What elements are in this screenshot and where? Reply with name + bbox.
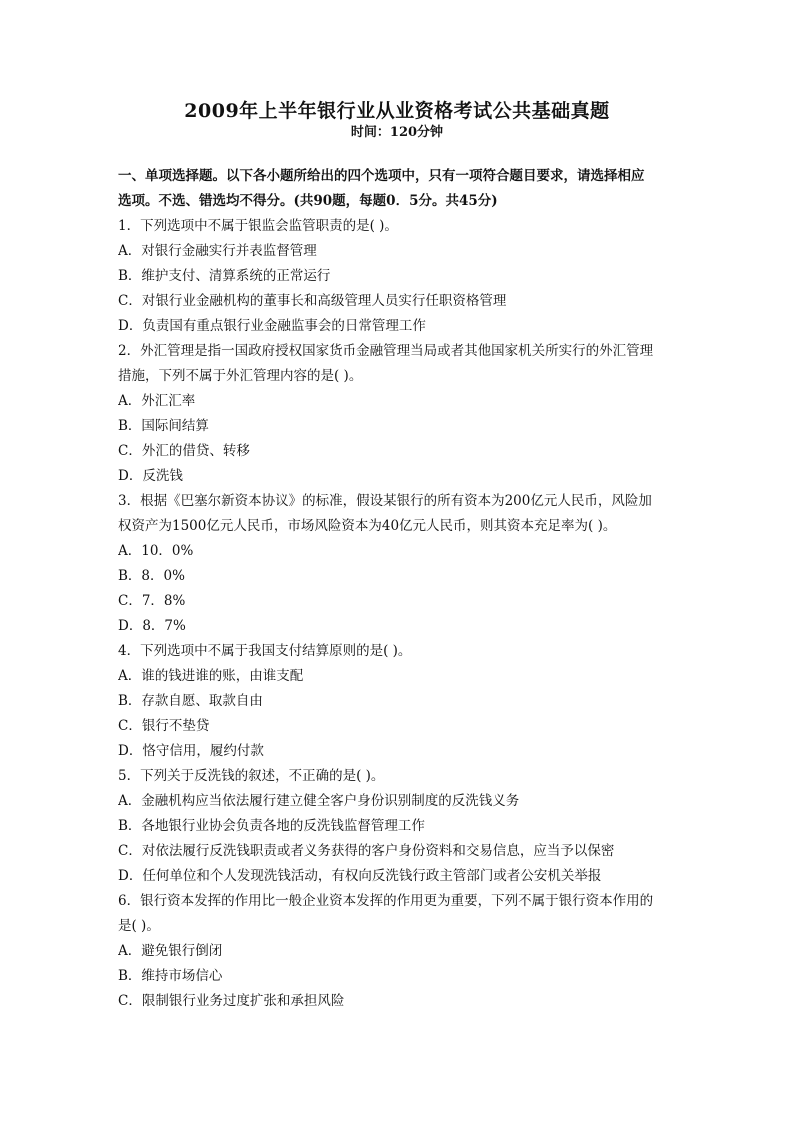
section-heading-line: 选项。不选、错选均不得分。(共90题，每题0．5分。共45分) — [118, 193, 498, 209]
option-d: D．反洗钱 — [118, 468, 183, 484]
option-c: C．对依法履行反洗钱职责或者义务获得的客户身份资料和交易信息，应当予以保密 — [118, 843, 615, 859]
question-text: 是( )。 — [118, 918, 160, 934]
question-text: 权资产为1500亿元人民币，市场风险资本为40亿元人民币，则其资本充足率为( )。 — [118, 518, 617, 534]
exam-duration: 时间：120分钟 — [350, 125, 444, 140]
option-b: B．8．0% — [118, 568, 185, 584]
option-b: B．国际间结算 — [118, 418, 209, 434]
question-text: 5．下列关于反洗钱的叙述，不正确的是( )。 — [118, 768, 385, 784]
option-a: A．谁的钱进谁的账，由谁支配 — [118, 668, 304, 684]
option-c: C．对银行业金融机构的董事长和高级管理人员实行任职资格管理 — [118, 293, 507, 309]
option-a: A．金融机构应当依法履行建立健全客户身份识别制度的反洗钱义务 — [118, 793, 520, 809]
question-text: 4．下列选项中不属于我国支付结算原则的是( )。 — [118, 643, 412, 659]
question-2 — [118, 339, 678, 489]
option-a: A．避免银行倒闭 — [118, 943, 223, 959]
option-d: D．任何单位和个人发现洗钱活动，有权向反洗钱行政主管部门或者公安机关举报 — [118, 868, 602, 884]
option-d: D．恪守信用，履约付款 — [118, 743, 264, 759]
option-c: C．限制银行业务过度扩张和承担风险 — [118, 993, 345, 1009]
question-5 — [118, 764, 678, 889]
option-d: D．负责国有重点银行业金融监事会的日常管理工作 — [118, 318, 426, 334]
option-c: C．7．8% — [118, 593, 186, 609]
question-text: 1．下列选项中不属于银监会监管职责的是( )。 — [118, 218, 398, 234]
question-text: 6．银行资本发挥的作用比一般企业资本发挥的作用更为重要，下列不属于银行资本作用的 — [118, 893, 654, 909]
question-text: 3．根据《巴塞尔新资本协议》的标准，假设某银行的所有资本为200亿元人民币，风险加 — [118, 493, 652, 509]
option-c: C．外汇的借贷、转移 — [118, 443, 250, 459]
section-heading — [118, 164, 678, 214]
question-1 — [118, 214, 678, 339]
option-b: B．维持市场信心 — [118, 968, 223, 984]
section-heading-line: 一、单项选择题。以下各小题所给出的四个选项中，只有一项符合题目要求，请选择相应 — [118, 168, 645, 184]
option-a: A．对银行金融实行并表监督管理 — [118, 243, 317, 259]
document-title: 2009年上半年银行业从业资格考试公共基础真题 — [184, 100, 610, 122]
option-c: C．银行不垫贷 — [118, 718, 210, 734]
option-b: B．各地银行业协会负责各地的反洗钱监督管理工作 — [118, 818, 425, 834]
question-text: 措施，下列不属于外汇管理内容的是( )。 — [118, 368, 363, 384]
question-text: 2．外汇管理是指一国政府授权国家货币金融管理当局或者其他国家机关所实行的外汇管理 — [118, 343, 654, 359]
question-6 — [118, 889, 678, 1014]
document-body — [118, 164, 678, 1014]
option-a: A．外汇汇率 — [118, 393, 196, 409]
option-d: D．8．7% — [118, 618, 186, 634]
option-a: A．10．0% — [118, 543, 194, 559]
question-4 — [118, 639, 678, 764]
option-b: B．存款自愿、取款自由 — [118, 693, 263, 709]
option-b: B．维护支付、清算系统的正常运行 — [118, 268, 331, 284]
question-3 — [118, 489, 678, 639]
